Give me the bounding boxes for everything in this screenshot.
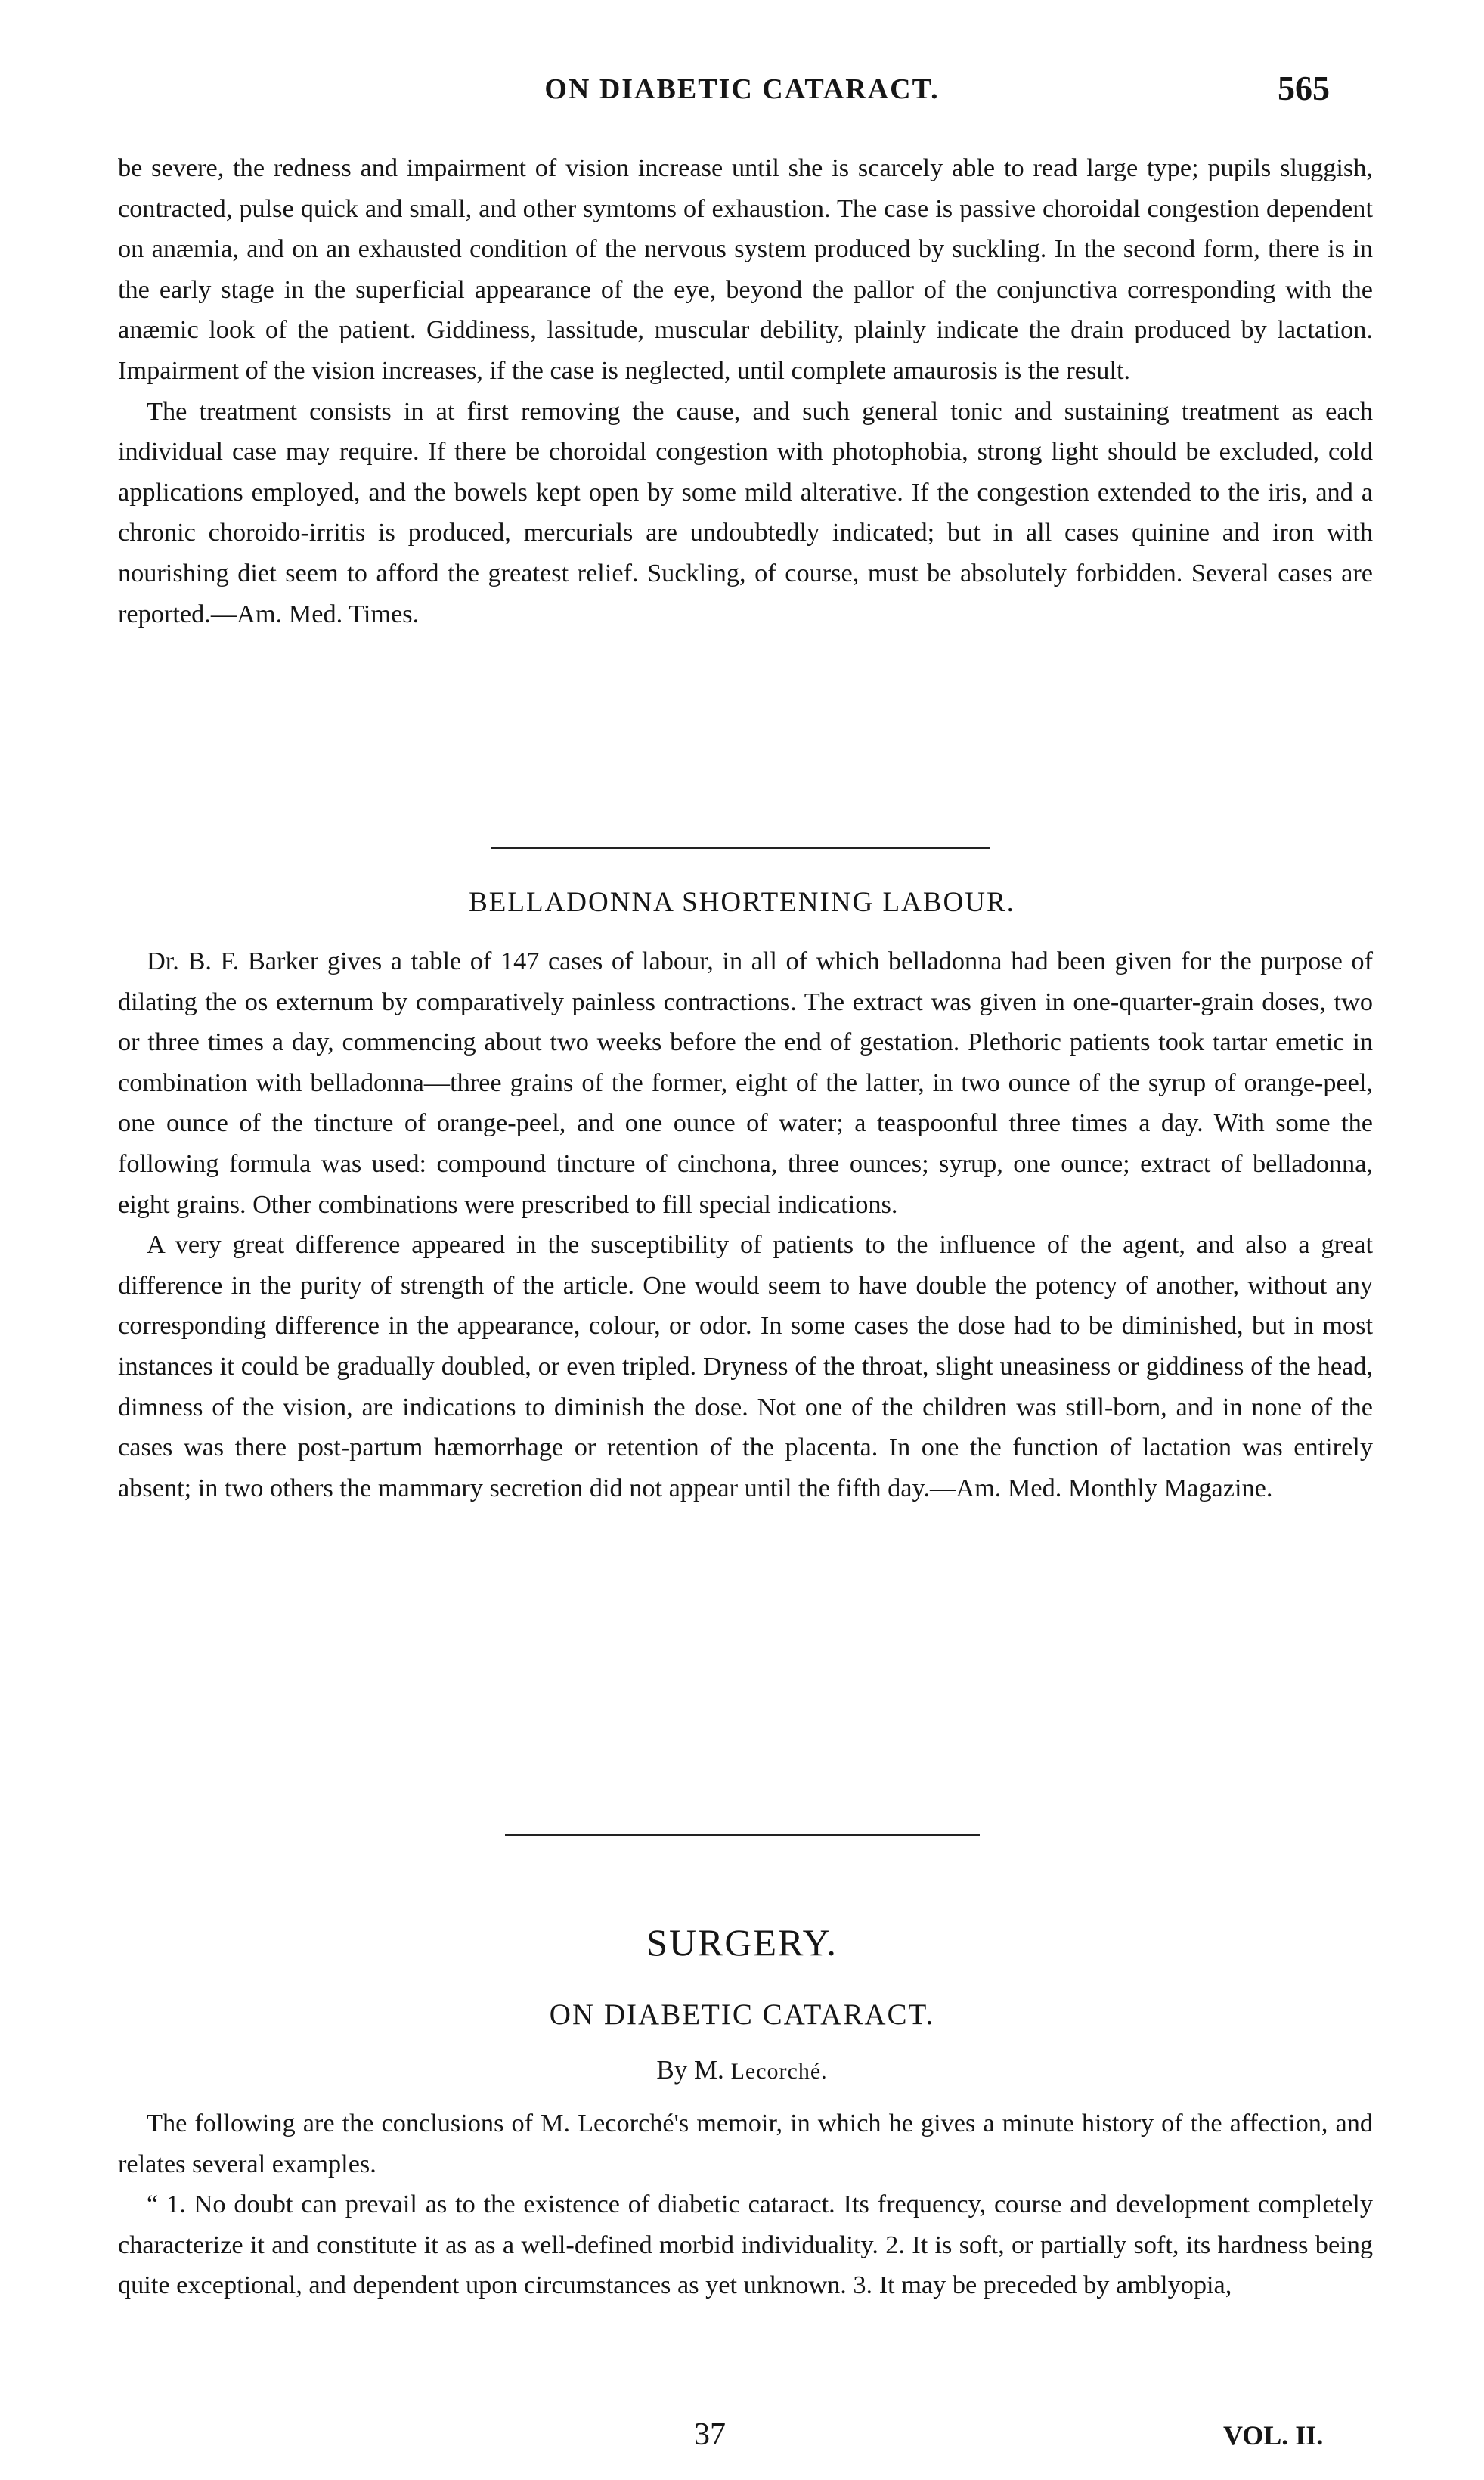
cataract-article-text <box>118 2103 1373 2306</box>
paragraph: The following are the conclusions of M. Lecorché's memoir, in which he gives a minute history of the affection, and relates several examples. <box>118 2109 1373 2178</box>
running-head <box>0 69 1484 118</box>
section-heading: SURGERY. <box>646 1921 838 1964</box>
belladonna-article-text <box>118 941 1373 1508</box>
paragraph: A very great difference appeared in the susceptibility of patients to the influence of the agent, and also a great difference in the purity of strength of the article. One would seem to have double the potency of another, without any corresponding difference in the appearance, colour, or odor. In some cases the dose had to be diminished, but in most instances it could be gradually doubled, or even tripled. Dryness of the throat, slight uneasiness or giddiness of the head, dimness of the vision, are indications to diminish the dose. Not one of the children was still-born, and in none of the cases was there post-partum hæmorrhage or retention of the placenta. In one the function of lactation was entirely absent; in two others the mammary secretion did not appear until the fifth day.—Am. Med. Monthly Magazine. <box>118 1230 1373 1502</box>
paragraph: The treatment consists in at first removing the cause, and such general tonic and sustaining treatment as each individual case may require. If there be choroidal congestion with photophobia, strong light should be excluded, cold applications employed, and the bowels kept open by some mild alterative. If the congestion extended to the iris, and a chronic choroido-irritis is produced, mercurials are undoubtedly indicated; but in all cases quinine and iron with nourishing diet seem to afford the greatest relief. Suckling, of course, must be absolutely forbidden. Several cases are reported.—Am. Med. Times. <box>118 396 1373 628</box>
article-heading: BELLADONNA SHORTENING LABOUR. <box>469 887 1015 918</box>
article-heading: ON DIABETIC CATARACT. <box>549 1998 935 2031</box>
byline <box>0 2055 1484 2085</box>
page-footer <box>0 2416 1484 2462</box>
volume-mark: VOL. II. <box>1223 2420 1324 2451</box>
section-divider <box>505 1834 980 1836</box>
running-title: ON DIABETIC CATARACT. <box>544 73 940 105</box>
section-divider <box>491 847 990 849</box>
paragraph: “ 1. No doubt can prevail as to the existence of diabetic cataract. Its frequency, course and development completely characterize it and constitute it as as a well-defined morbid individuality. 2. It is soft, or partially soft, its hardness being quite exceptional, and dependent upon circumstances as yet unknown. 3. It may be preceded by amblyopia, <box>118 2190 1373 2300</box>
continued-article-text <box>118 148 1373 634</box>
signature-mark: 37 <box>694 2417 726 2452</box>
paragraph: be severe, the redness and impairment of vision increase until she is scarcely able to read large type; pupils sluggish, contracted, pulse quick and small, and other symtoms of exhaustion. The case is passive choroidal congestion dependent on anæmia, and on an exhausted condition of the nervous system produced by suckling. In the second form, there is in the early stage in the superficial appearance of the eye, beyond the pallor of the conjunctiva corresponding with the anæmic look of the patient. Giddiness, lassitude, muscular debility, plainly indicate the drain produced by lactation. Impairment of the vision increases, if the case is neglected, until complete amaurosis is the result. <box>118 153 1373 385</box>
page-number: 565 <box>1278 69 1330 107</box>
author-name: Lecorché. <box>730 2059 828 2084</box>
byline-prefix: By M. <box>656 2055 731 2085</box>
paragraph: Dr. B. F. Barker gives a table of 147 cases of labour, in all of which belladonna had been given for the purpose of dilating the os externum by comparatively painless contractions. The extract was given in one-quarter-grain doses, two or three times a day, commencing about two weeks before the end of gestation. Plethoric patients took tartar emetic in combination with belladonna—three grains of the former, eight of the latter, in two ounce of the syrup of orange-peel, one ounce of the tincture of orange-peel, and one ounce of water; a teaspoonful three times a day. With some the following formula was used: compound tincture of cinchona, three ounces; syrup, one ounce; extract of belladonna, eight grains. Other combinations were prescribed to fill special indications. <box>118 947 1373 1219</box>
